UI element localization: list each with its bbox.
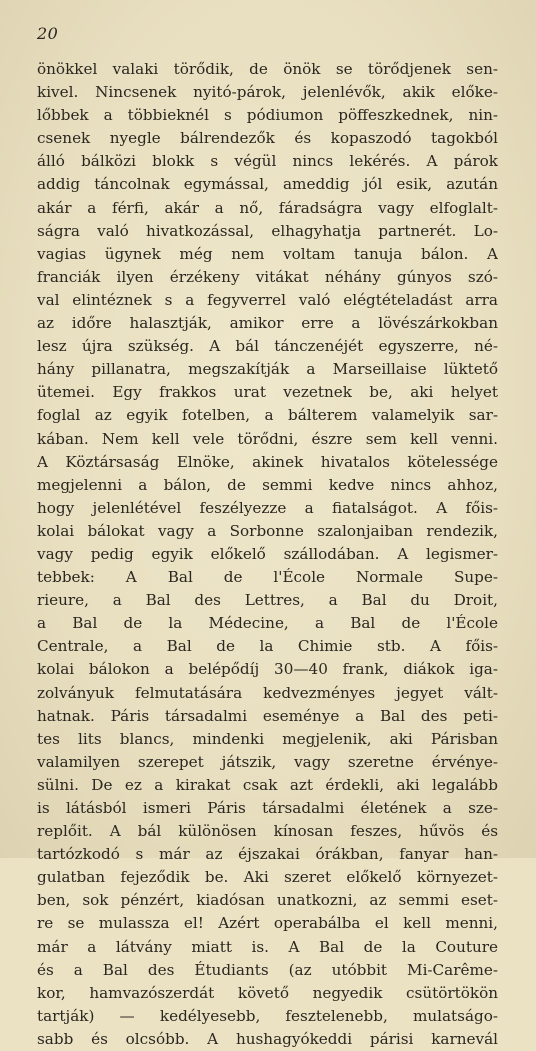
text-line: valamilyen szerepet játszik, vagy szeretne érvénye- bbox=[37, 752, 498, 771]
text-line: csenek nyegle bálrendezők és kopaszodó tagokból bbox=[37, 129, 498, 148]
text-line: rieure, a Bal des Lettres, a Bal du Droit, bbox=[37, 591, 498, 610]
text-line: A Köztársaság Elnöke, akinek hivatalos kötelessége bbox=[37, 452, 498, 471]
text-line: vagias ügynek még nem voltam tanuja bálon. A bbox=[37, 244, 498, 263]
text-line: álló bálközi blokk s végül nincs lekérés. A párok bbox=[37, 152, 498, 171]
text-line: Centrale, a Bal de la Chimie stb. A főis- bbox=[37, 637, 498, 656]
text-line: akár a férfi, akár a nő, fáradságra vagy elfoglalt- bbox=[37, 198, 498, 217]
text-line: az időre halasztják, amikor erre a lövészárkokban bbox=[37, 314, 498, 333]
text-line: ben, sok pénzért, kiadósan unatkozni, az semmi eset- bbox=[37, 891, 498, 910]
text-line: ütemei. Egy frakkos urat vezetnek be, aki helyet bbox=[37, 383, 498, 402]
text-line: addig táncolnak egymással, ameddig jól esik, azután bbox=[37, 175, 498, 194]
text-line: megjelenni a bálon, de semmi kedve nincs ahhoz, bbox=[37, 475, 498, 494]
text-line: tebbek: A Bal de l'École Normale Supe- bbox=[37, 568, 498, 587]
text-line: kolai bálokon a belépődíj 30—40 frank, diákok iga- bbox=[37, 660, 498, 679]
text-line: ságra való hivatkozással, elhagyhatja partnerét. Lo- bbox=[37, 221, 498, 240]
text-line: franciák ilyen érzékeny vitákat néhány gúnyos szó- bbox=[37, 267, 498, 286]
text-line: hány pillanatra, megszakítják a Marseillaise lüktető bbox=[37, 360, 498, 379]
text-line: lesz újra szükség. A bál tánczenéjét egyszerre, né- bbox=[37, 337, 498, 356]
text-line: kivel. Nincsenek nyitó-párok, jelenlévők, akik előke- bbox=[37, 83, 498, 102]
text-line: hogy jelenlétével feszélyezze a fiatalságot. A főis- bbox=[37, 498, 498, 517]
text-line: re se mulassza el! Azért operabálba el kell menni, bbox=[37, 914, 498, 933]
text-line: foglal az egyik fotelben, a bálterem valamelyik sar- bbox=[37, 406, 498, 425]
text-line: és a Bal des Étudiants (az utóbbit Mi-Carême- bbox=[37, 960, 498, 979]
text-line: a Bal de la Médecine, a Bal de l'École bbox=[37, 614, 498, 633]
text-line: tartózkodó s már az éjszakai órákban, fanyar han- bbox=[37, 845, 498, 864]
text-line: hatnak. Páris társadalmi eseménye a Bal des peti- bbox=[37, 706, 498, 725]
text-line: vagy pedig egyik előkelő szállodában. A legismer- bbox=[37, 544, 498, 563]
text-line: gulatban fejeződik be. Aki szeret előkelő környezet- bbox=[37, 868, 498, 887]
text-line: replőit. A bál különösen kínosan feszes, hűvös és bbox=[37, 822, 498, 841]
text-line: tes lits blancs, mindenki megjelenik, aki Párisban bbox=[37, 729, 498, 748]
text-line: val elintéznek s a fegyverrel való elégtételadást arra bbox=[37, 290, 498, 309]
body-text bbox=[37, 58, 498, 1051]
text-line: is látásból ismeri Páris társadalmi életének a sze- bbox=[37, 799, 498, 817]
text-line: tartják) — kedélyesebb, fesztelenebb, mulatságo- bbox=[37, 1006, 498, 1025]
text-line: kában. Nem kell vele törődni, észre sem kell venni. bbox=[37, 429, 498, 448]
text-line: lőbbek a többieknél s pódiumon pöffeszkednek, nin- bbox=[37, 106, 498, 125]
text-line: kolai bálokat vagy a Sorbonne szalonjaiban rendezik, bbox=[37, 521, 498, 540]
text-line: kor, hamvazószerdát követő negyedik csütörtökön bbox=[37, 983, 498, 1002]
text-line: sülni. De ez a kirakat csak azt érdekli, aki legalább bbox=[37, 775, 498, 794]
text-line: már a látvány miatt is. A Bal de la Couture bbox=[37, 937, 498, 956]
page-number: 20 bbox=[37, 24, 59, 43]
text-line: zolványuk felmutatására kedvezményes jegyet vált- bbox=[37, 683, 498, 702]
text-line: sabb és olcsóbb. A hushagyókeddi párisi karnevál bbox=[37, 1029, 498, 1048]
text-line: önökkel valaki törődik, de önök se törődjenek sen- bbox=[37, 60, 498, 78]
